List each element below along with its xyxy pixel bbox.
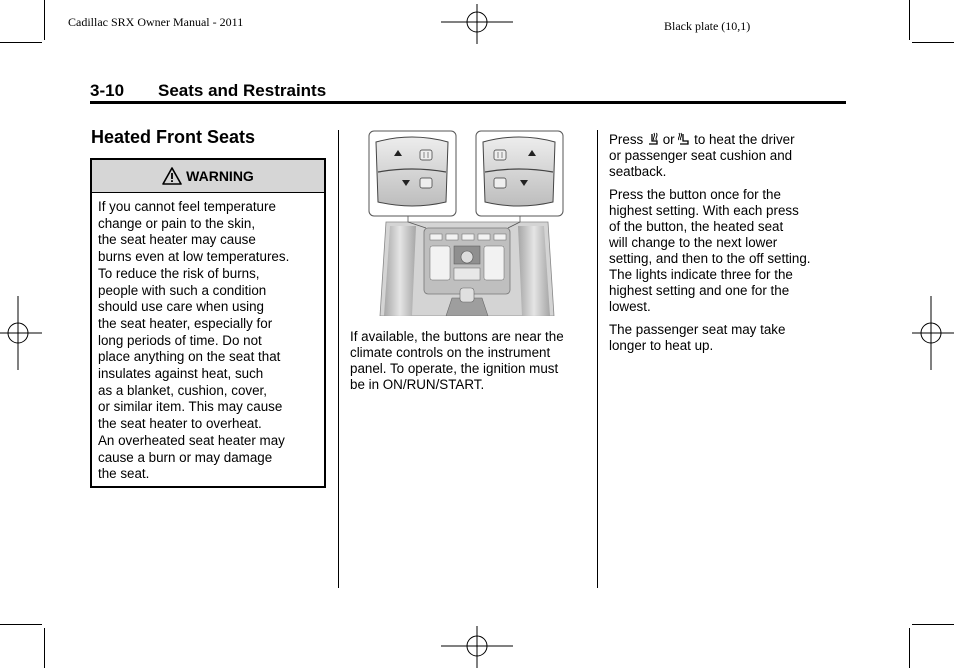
warning-line: change or pain to the skin,	[98, 215, 256, 231]
registration-mark-left	[0, 296, 42, 370]
para3-line: The passenger seat may take	[609, 322, 786, 337]
warning-box	[90, 158, 326, 488]
para1-first-line: Press or to heat the driver	[609, 132, 795, 147]
caption-line: be in ON/RUN/START.	[350, 377, 485, 392]
warning-line: the seat.	[98, 466, 150, 482]
para2-line: setting, and then to the off setting.	[609, 251, 811, 266]
warning-line: as a blanket, cushion, cover,	[98, 382, 267, 398]
caption-line: If available, the buttons are near the	[350, 329, 564, 344]
warning-line: place anything on the seat that	[98, 349, 281, 365]
warning-line: people with such a condition	[98, 282, 267, 298]
warning-line: or similar item. This may cause	[98, 399, 283, 415]
caption-line: panel. To operate, the ignition must	[350, 361, 559, 376]
paragraph-press-buttons	[609, 132, 837, 180]
figure-caption	[350, 329, 564, 393]
para2-line: highest setting. With each press	[609, 203, 799, 218]
chapter-title: Seats and Restraints	[158, 81, 327, 100]
paragraph-settings	[609, 187, 837, 315]
warning-text	[92, 193, 324, 483]
para1-line: or passenger seat cushion and	[609, 148, 793, 163]
registration-mark-bottom	[441, 626, 513, 668]
para2-line: The lights indicate three for the	[609, 267, 793, 282]
para3-line: longer to heat up.	[609, 338, 714, 353]
warning-line: long periods of time. Do not	[98, 332, 262, 348]
para2-line: lowest.	[609, 299, 651, 314]
warning-line: the seat heater may cause	[98, 232, 256, 248]
header-rule	[90, 101, 846, 104]
warning-line: burns even at low temperatures.	[98, 249, 290, 265]
column-divider	[597, 130, 598, 588]
page-number: 3-10	[90, 81, 125, 100]
warning-line: To reduce the risk of burns,	[98, 265, 260, 281]
warning-line: the seat heater, especially for	[98, 315, 273, 331]
registration-mark-top	[441, 4, 513, 44]
warning-label: WARNING	[186, 168, 254, 184]
manual-title: Cadillac SRX Owner Manual - 2011	[68, 15, 244, 29]
heated-seat-cushion-icon	[647, 132, 659, 145]
para1-line: seatback.	[609, 164, 667, 179]
para2-line: Press the button once for the	[609, 187, 781, 202]
warning-header	[92, 160, 324, 193]
paragraph-passenger	[609, 322, 837, 354]
warning-triangle-icon	[162, 167, 182, 185]
warning-line: If you cannot feel temperature	[98, 199, 276, 214]
right-column	[609, 132, 837, 361]
plate-label: Black plate (10,1)	[664, 19, 751, 33]
para2-line: highest setting and one for the	[609, 283, 790, 298]
para2-line: will change to the next lower	[609, 235, 778, 250]
para2-line: of the button, the heated seat	[609, 219, 784, 234]
caption-line: climate controls on the instrument	[350, 345, 551, 360]
section-title: Heated Front Seats	[91, 127, 256, 147]
running-head	[90, 81, 326, 101]
warning-line: insulates against heat, such	[98, 366, 264, 382]
seat-heat-controls-illustration	[368, 130, 566, 316]
registration-mark-right	[912, 296, 954, 370]
column-divider	[338, 130, 339, 588]
heated-seatback-icon	[678, 132, 690, 145]
warning-line: cause a burn or may damage	[98, 449, 273, 465]
warning-line: should use care when using	[98, 299, 265, 315]
warning-line: An overheated seat heater may	[98, 432, 285, 448]
warning-line: the seat heater to overheat.	[98, 416, 262, 432]
